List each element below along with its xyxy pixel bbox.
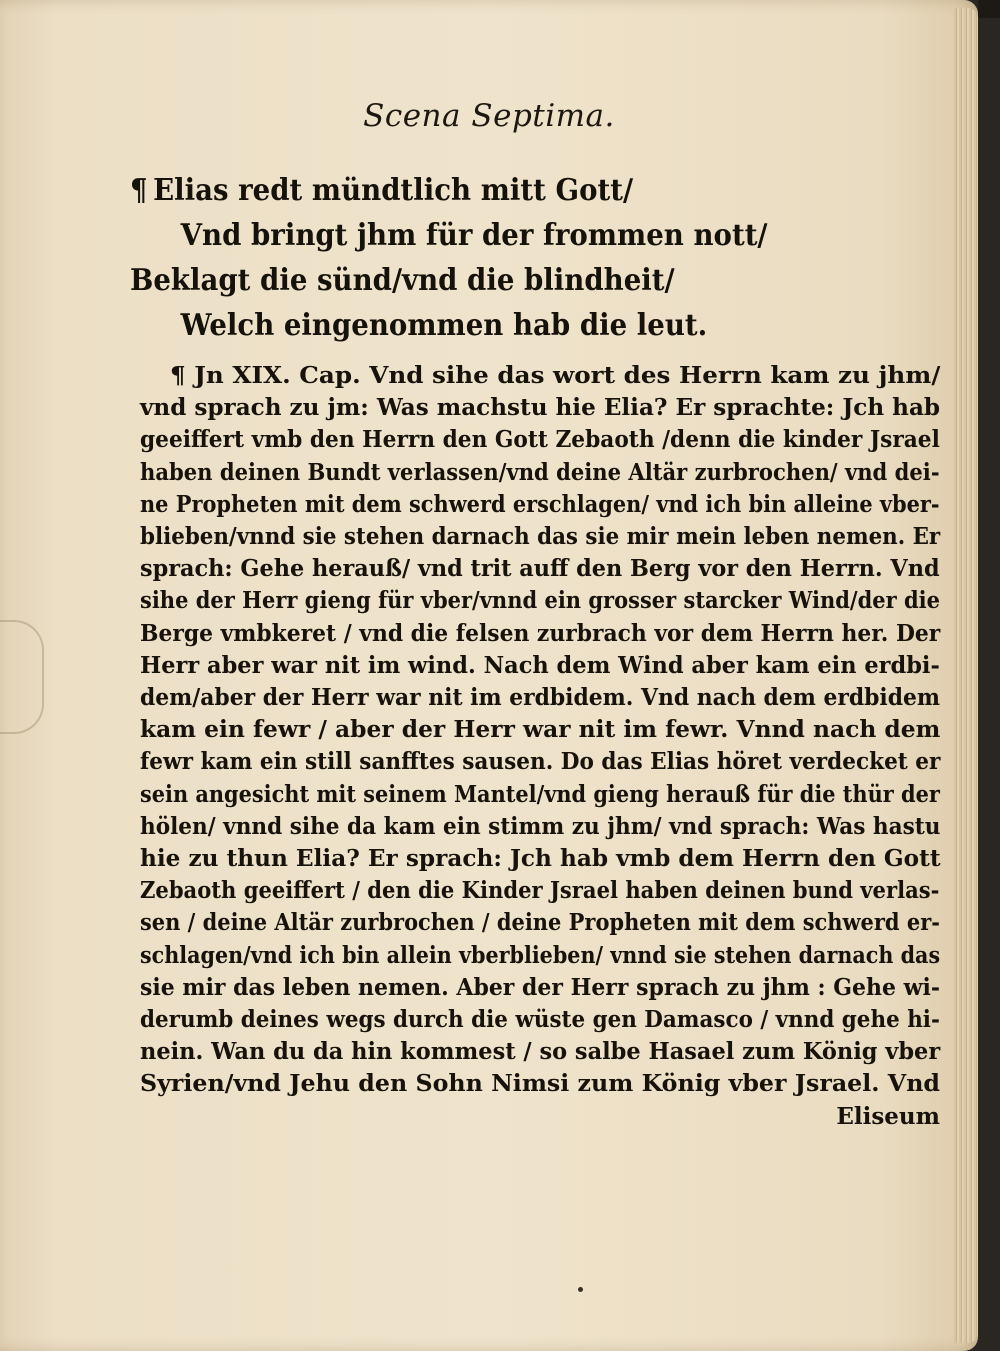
body-line: Berge vmbkeret / vnd die felsen zurbrach vor dem Herrn her. Der: [140, 619, 941, 647]
body-line: sihe der Herr gieng für vber/vnnd ein grosser starcker Wind/der die: [140, 587, 941, 615]
body-line: dem/aber der Herr war nit im erdbidem. Vnd nach dem erdbidem: [140, 684, 941, 712]
page-edge: [954, 8, 978, 1343]
body-line: schlagen/vnd ich bin allein vberblieben/ vnnd sie stehen darnach das: [140, 941, 941, 969]
body-line: hie zu thun Elia? Er sprach: Jch hab vmb dem Herrn den Gott: [140, 845, 941, 873]
body-line: blieben/vnnd sie stehen darnach das sie mir mein leben nemen. Er: [140, 523, 941, 551]
verse-line: Beklagt die sünd/vnd die blindheit/: [130, 263, 675, 298]
body-line: fewr kam ein still sanfftes sausen. Do das Elias höret verdecket er: [140, 748, 941, 776]
body-line: Syrien/vnd Jehu den Sohn Nimsi zum König vber Jsrael. Vnd: [140, 1070, 941, 1098]
body-text: [140, 360, 940, 1133]
body-line: sprach: Gehe herauß/ vnd trit auff den Berg vor den Herrn. Vnd: [140, 555, 940, 583]
verse-line: ¶ Elias redt mündtlich mitt Gott/: [130, 173, 634, 208]
spine-edge: [978, 0, 1000, 18]
body-line: hölen/ vnnd sihe da kam ein stimm zu jhm/ vnd sprach: Was hastu: [140, 812, 941, 840]
body-line: vnd sprach zu jm: Was machstu hie Elia? Er sprachte: Jch hab: [140, 394, 941, 422]
ink-dot: [578, 1287, 583, 1292]
verse-line: Vnd bringt jhm für der frommen nott/: [180, 218, 768, 253]
body-line: Zebaoth geeiffert / den die Kinder Jsrael haben deinen bund verlas-: [140, 877, 940, 905]
verse-line: Welch eingenommen hab die leut.: [180, 308, 708, 343]
body-line: nein. Wan du da hin kommest / so salbe Hasael zum König vber: [140, 1038, 941, 1066]
body-line: haben deinen Bundt verlassen/vnd deine Altär zurbrochen/ vnd dei-: [140, 458, 940, 486]
body-line: Herr aber war nit im wind. Nach dem Wind aber kam ein erdbi-: [140, 651, 940, 679]
verse-block: [130, 168, 774, 348]
body-line: kam ein fewr / aber der Herr war nit im fewr. Vnnd nach dem: [140, 716, 941, 744]
catchword: Eliseum: [836, 1102, 940, 1130]
body-line: ne Propheten mit dem schwerd erschlagen/ vnd ich bin alleine vber-: [140, 490, 940, 518]
pilcrow-icon: ¶: [130, 173, 148, 208]
body-line: geeiffert vmb den Herrn den Gott Zebaoth /denn die kinder Jsrael: [140, 426, 940, 454]
body-line: sie mir das leben nemen. Aber der Herr sprach zu jhm : Gehe wi-: [140, 973, 940, 1001]
body-line: ¶ Jn XIX. Cap. Vnd sihe das wort des Herrn kam zu jhm/: [169, 362, 941, 389]
clip-mark: [0, 620, 44, 734]
page-title: Scena Septima.: [363, 98, 615, 134]
body-line: sen / deine Altär zurbrochen / deine Propheten mit dem schwerd er-: [140, 909, 940, 937]
body-line: sein angesicht mit seinem Mantel/vnd gieng herauß für die thür der: [140, 780, 940, 808]
body-line: derumb deines wegs durch die wüste gen Damasco / vnnd gehe hi-: [140, 1006, 940, 1034]
